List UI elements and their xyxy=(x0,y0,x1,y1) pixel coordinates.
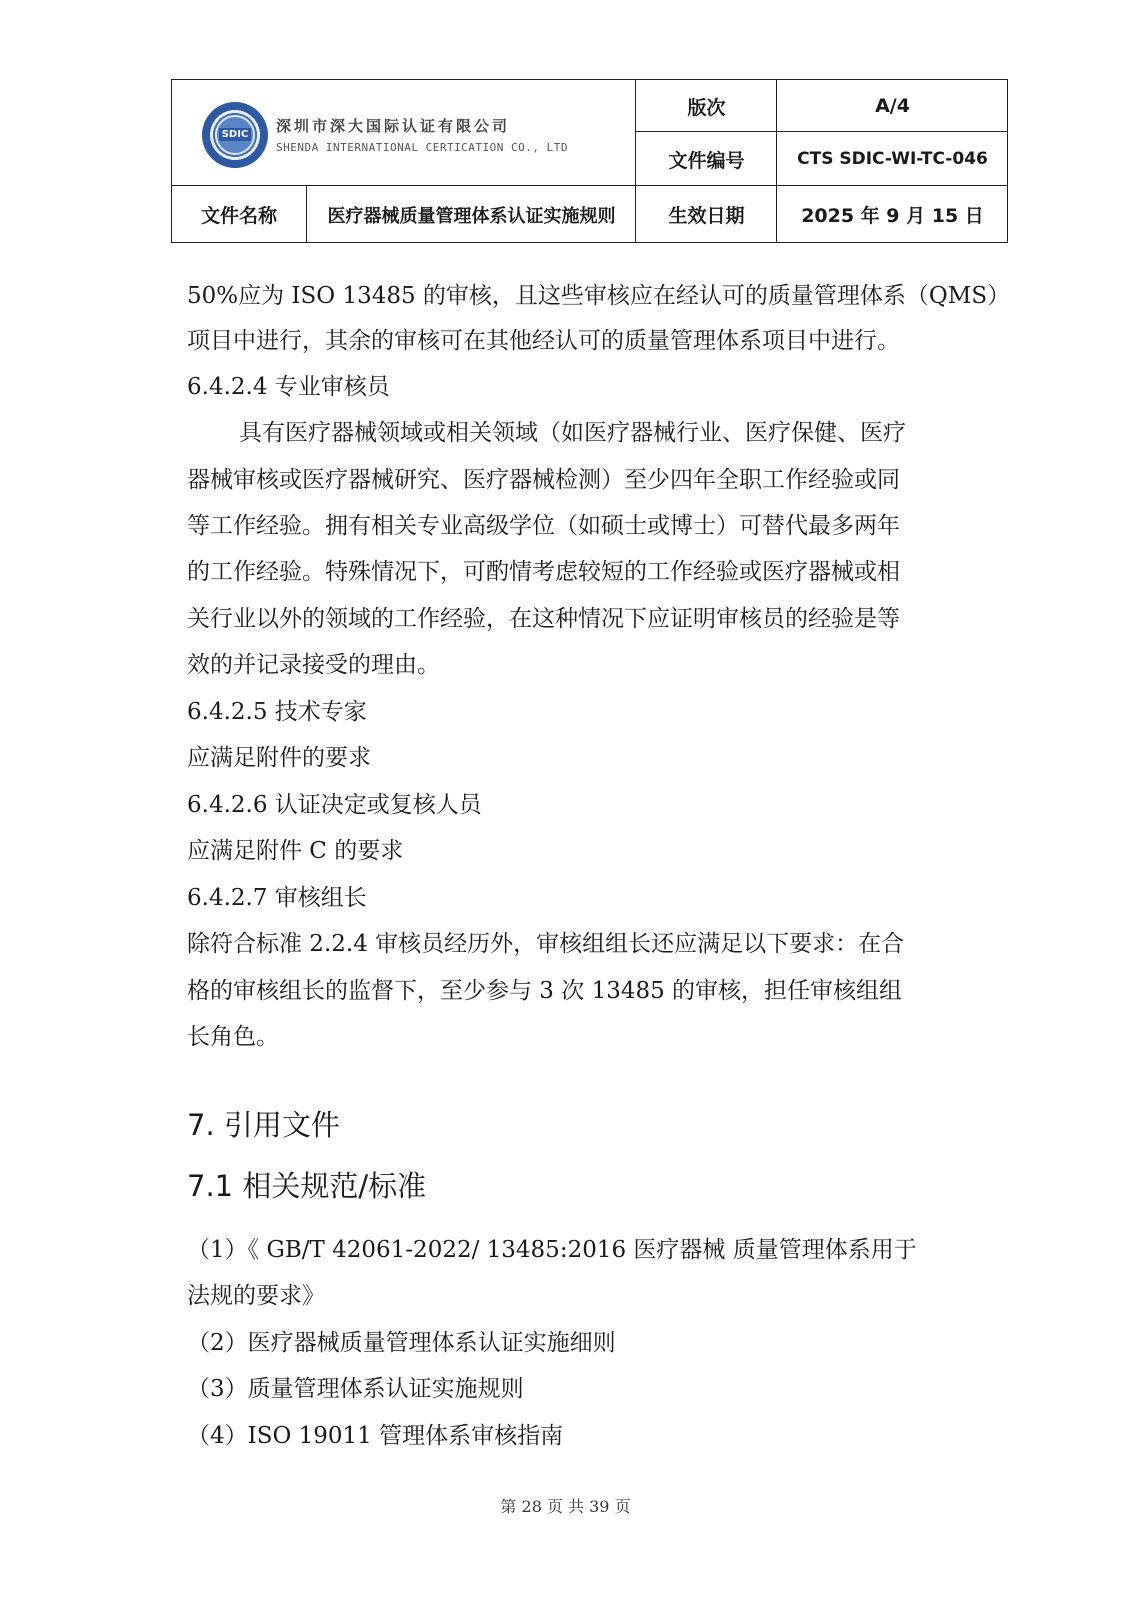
body-line: 等工作经验。拥有相关专业高级学位（如硕士或博士）可替代最多两年 xyxy=(187,513,900,539)
section-heading-6-4-2-5: 6.4.2.5 技术专家 xyxy=(187,699,367,725)
body-line: 项目中进行，其余的审核可在其他经认可的质量管理体系项目中进行。 xyxy=(187,328,900,354)
reference-item: 法规的要求》 xyxy=(187,1283,325,1309)
section-heading-6-4-2-4: 6.4.2.4 专业审核员 xyxy=(187,374,390,400)
effective-date-value: 2025 年 9 月 15 日 xyxy=(801,205,984,227)
body-line: 关行业以外的领域的工作经验，在这种情况下应证明审核员的经验是等 xyxy=(187,606,900,632)
docno-label: 文件编号 xyxy=(668,149,745,172)
document-header-table xyxy=(171,79,1008,243)
reference-item: （2）医疗器械质量管理体系认证实施细则 xyxy=(187,1330,616,1356)
reference-item: （1）《 GB/T 42061-2022/ 13485:2016 医疗器械 质量管理体系用于 xyxy=(187,1237,917,1263)
effective-date-label: 生效日期 xyxy=(668,205,745,227)
page-number: 第 28 页 共 39 页 xyxy=(500,1497,631,1516)
docno-value: CTS SDIC-WI-TC-046 xyxy=(797,149,988,169)
version-value: A/4 xyxy=(875,95,910,117)
body-line: 的工作经验。特殊情况下，可酌情考虑较短的工作经验或医疗器械或相 xyxy=(187,559,900,585)
body-line: 长角色。 xyxy=(187,1024,279,1050)
body-line: 应满足附件 C 的要求 xyxy=(187,838,404,864)
body-line: 除符合标准 2.2.4 审核员经历外，审核组组长还应满足以下要求：在合 xyxy=(187,931,905,957)
company-seal-icon xyxy=(202,102,268,168)
company-name-cn: 深圳市深大国际认证有限公司 xyxy=(276,117,511,135)
reference-item: （3）质量管理体系认证实施规则 xyxy=(187,1376,524,1402)
section-heading-6-4-2-6: 6.4.2.6 认证决定或复核人员 xyxy=(187,792,482,818)
section-heading-6-4-2-7: 6.4.2.7 审核组长 xyxy=(187,885,367,911)
body-line: 应满足附件的要求 xyxy=(187,745,371,771)
section-7-title: 7. 引用文件 xyxy=(187,1108,340,1142)
section-7-1-title: 7.1 相关规范/标准 xyxy=(187,1169,427,1203)
company-name-en: SHENDA INTERNATIONAL CERTICATION CO., LTD xyxy=(276,141,569,154)
body-line: 效的并记录接受的理由。 xyxy=(187,652,440,678)
body-line: 具有医疗器械领域或相关领域（如医疗器械行业、医疗保健、医疗 xyxy=(239,420,906,446)
docname-label: 文件名称 xyxy=(200,205,277,227)
body-line: 格的审核组长的监督下，至少参与 3 次 13485 的审核，担任审核组组 xyxy=(187,978,903,1004)
company-logo-area xyxy=(172,80,637,189)
seal-text: SDIC xyxy=(219,128,252,141)
body-line: 50%应为 ISO 13485 的审核，且这些审核应在经认可的质量管理体系（QMS） xyxy=(187,283,1011,309)
reference-item: （4）ISO 19011 管理体系审核指南 xyxy=(187,1423,564,1449)
docname-value: 医疗器械质量管理体系认证实施规则 xyxy=(327,205,616,227)
body-line: 器械审核或医疗器械研究、医疗器械检测）至少四年全职工作经验或同 xyxy=(187,467,900,493)
version-label: 版次 xyxy=(687,96,726,119)
